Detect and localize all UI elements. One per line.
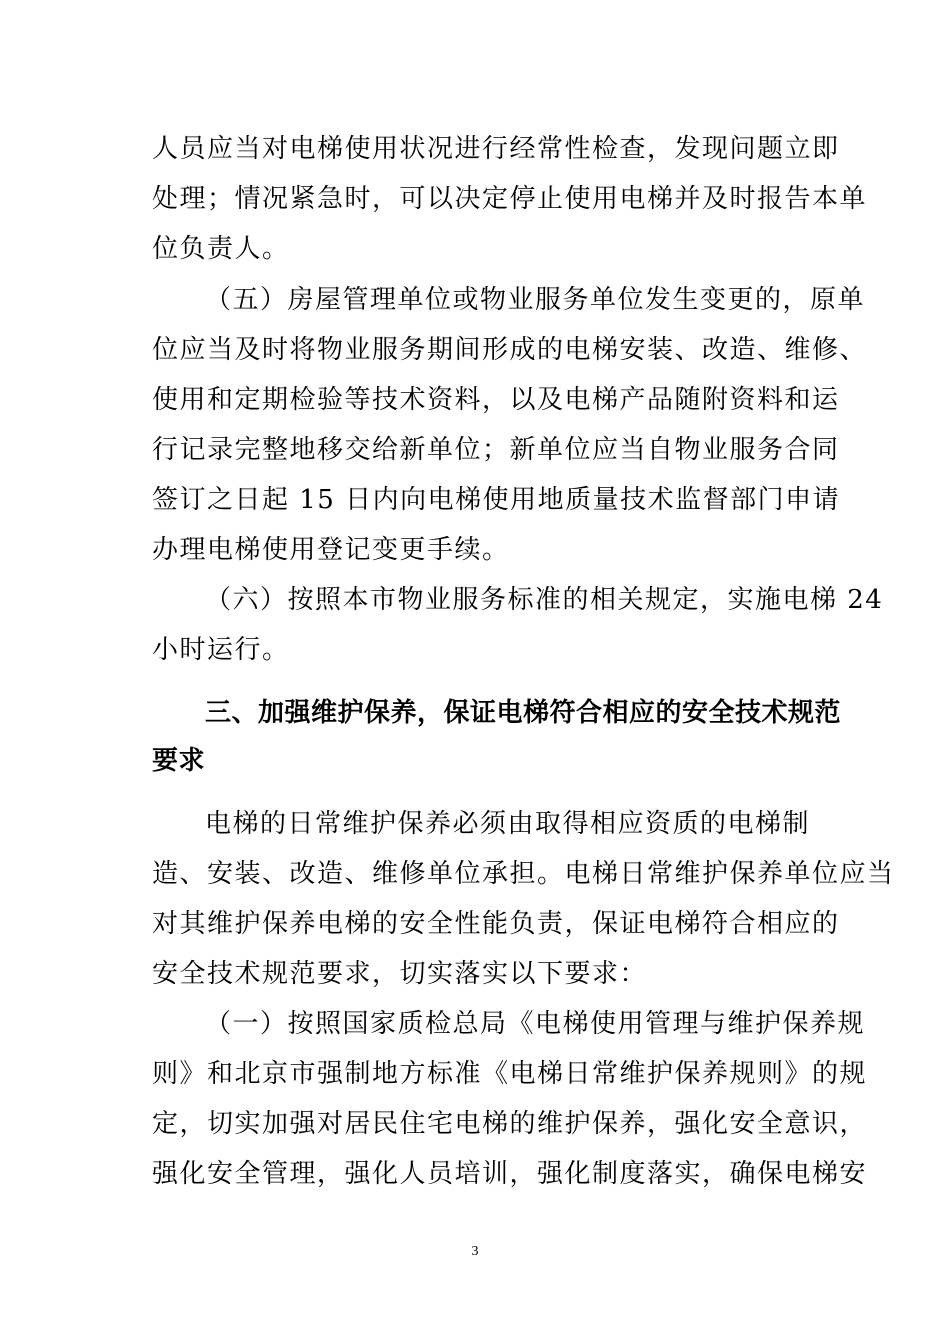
paragraph-item-5-line: （五）房屋管理单位或物业服务单位发生变更的，原单 bbox=[205, 285, 866, 315]
body-text-line: 使用和定期检验等技术资料，以及电梯产品随附资料和运 bbox=[152, 385, 840, 415]
page-number: 3 bbox=[471, 1244, 479, 1259]
body-text-line: 则》和北京市强制地方标准《电梯日常维护保养规则》的规 bbox=[152, 1059, 868, 1089]
body-text-line: 对其维护保养电梯的安全性能负责，保证电梯符合相应的 bbox=[152, 909, 840, 939]
body-text-line: 位负责人。 bbox=[152, 234, 290, 264]
section-heading: 三、加强维护保养，保证电梯符合相应的安全技术规范 bbox=[205, 698, 842, 728]
body-text-line: 人员应当对电梯使用状况进行经常性检查，发现问题立即 bbox=[152, 134, 840, 164]
body-text-line: 造、安装、改造、维修单位承担。电梯日常维护保养单位应当 bbox=[152, 859, 895, 889]
body-text-line: 签订之日起 15 日内向电梯使用地质量技术监督部门申请 bbox=[152, 485, 841, 515]
body-text-line: 处理；情况紧急时，可以决定停止使用电梯并及时报告本单 bbox=[152, 184, 868, 214]
body-text-line: 安全技术规范要求，切实落实以下要求： bbox=[152, 959, 648, 989]
paragraph-intro-line: 电梯的日常维护保养必须由取得相应资质的电梯制 bbox=[205, 809, 811, 839]
section-heading-continued: 要求 bbox=[152, 746, 206, 776]
body-text-line: 行记录完整地移交给新单位；新单位应当自物业服务合同 bbox=[152, 435, 840, 465]
body-text-line: 小时运行。 bbox=[152, 635, 290, 665]
body-text-line: 位应当及时将物业服务期间形成的电梯安装、改造、维修、 bbox=[152, 335, 868, 365]
paragraph-item-1-line: （一）按照国家质检总局《电梯使用管理与维护保养规 bbox=[205, 1009, 866, 1039]
body-text-line: 强化安全管理，强化人员培训，强化制度落实，确保电梯安 bbox=[152, 1159, 868, 1189]
body-text-line: 定，切实加强对居民住宅电梯的维护保养，强化安全意识， bbox=[152, 1109, 868, 1139]
body-text-line: 办理电梯使用登记变更手续。 bbox=[152, 535, 510, 565]
paragraph-item-6-line: （六）按照本市物业服务标准的相关规定，实施电梯 24 bbox=[205, 585, 884, 615]
